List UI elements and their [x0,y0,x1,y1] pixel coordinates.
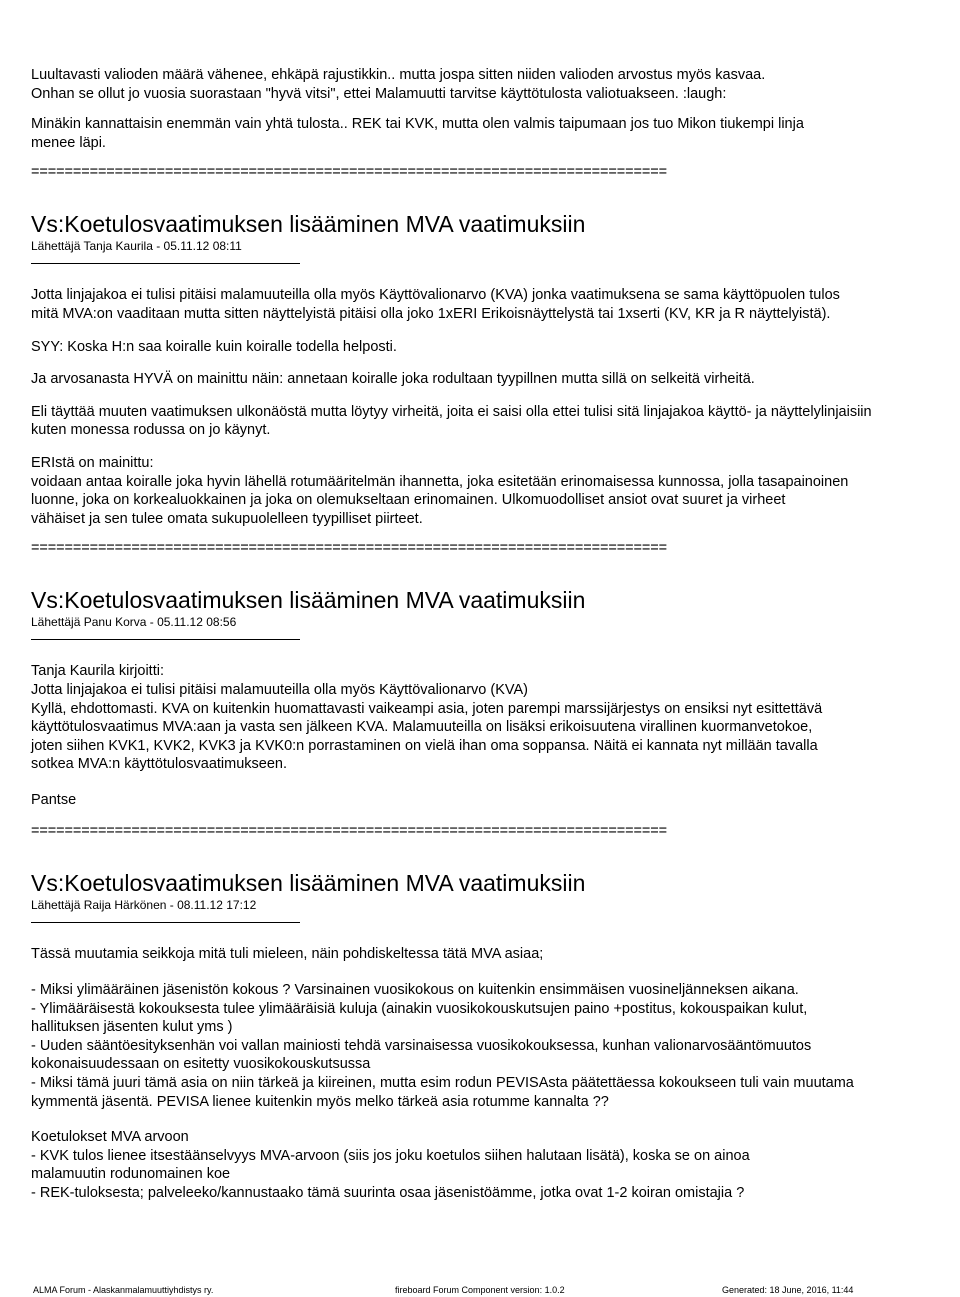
text-line: kuten monessa rodussa on jo käynyt. [31,422,271,439]
post-title: Vs:Koetulosvaatimuksen lisääminen MVA vaatimuksiin [31,211,586,238]
text-line: mitä MVA:on vaaditaan mutta sitten näyttelyistä pitäisi olla joko 1xERI Erikoisnäyttelystä tai 1xserti (KV, KR ja R näyttelyistä). [31,305,831,322]
footer-generated-date: Generated: 18 June, 2016, 11:44 [722,1285,854,1295]
post-meta: Lähettäjä Panu Korva - 05.11.12 08:56 [31,615,237,630]
post-divider [31,263,300,264]
post-divider [31,922,300,923]
forum-post [31,587,960,809]
text-line: luonne, joka on korkealuokkainen ja joka on olemukseltaan erinomainen. Ulkomuodolliset ansiot ovat suuret ja virheet [31,492,786,509]
text-line: - KVK tulos lienee itsestäänselvyys MVA-arvoon (siis jos joku koetulos siihen halutaan lisätä), koska se on ainoa [31,1147,750,1164]
text-line: kymmentä jäsentä. PEVISA lienee kuitenkin myös melko tärkeä asia rotumme kannalta ?? [31,1093,609,1110]
text-line: vähäiset ja sen tulee omata sukupuolelleen tyypilliset piirteet. [31,510,423,527]
post-separator: ============================================================================ [31,823,667,840]
post-meta: Lähettäjä Raija Härkönen - 08.11.12 17:12 [31,898,257,913]
text-line: Koetulokset MVA arvoon [31,1129,189,1146]
text-line: Ja arvosanasta HYVÄ on mainittu näin: annetaan koiralle joka rodultaan tyypillnen mutta sillä on selkeitä virheitä. [31,371,755,388]
text-line: Jotta linjajakoa ei tulisi pitäisi malamuuteilla olla myös Käyttövalionarvo (KVA) jonka vaatimuksena se sama käyttöpuolen tulos [31,287,840,304]
post-separator: ============================================================================ [31,540,667,557]
text-line: voidaan antaa koiralle joka hyvin lähellä rotumääritelmän ihannetta, joka esitetään erinomaisessa kunnossa, jolla tasapainoinen [31,473,849,490]
text-line: Tässä muutamia seikkoja mitä tuli mieleen, näin pohdiskeltessa tätä MVA asiaa; [31,946,544,963]
text-line: - Miksi tämä juuri tämä asia on niin tärkeä ja kiireinen, mutta esim rodun PEVISAsta päätettäessa kokoukseen tuli vain muutama [31,1075,854,1092]
text-line: malamuutin rodunomainen koe [31,1166,231,1183]
text-line: - Miksi ylimääräinen jäsenistön kokous ? Varsinainen vuosikokous on kuitenkin ensimmäisen vuosineljänneksen aikana. [31,982,799,999]
text-line: käyttötulosvaatimus MVA:aan ja vasta sen jälkeen KVA. Malamuuteilla on lisäksi erikoisuutena virallinen kuormanvetokoe, [31,719,813,736]
forum-post [31,870,960,1202]
post-title: Vs:Koetulosvaatimuksen lisääminen MVA vaatimuksiin [31,870,586,897]
text-line: Eli täyttää muuten vaatimuksen ulkonäöstä mutta löytyy virheitä, joita ei saisi olla ettei tulisi sitä linjajakoa käyttö- ja näyttelylinjaisiin [31,403,872,420]
text-line: Minäkin kannattaisin enemmän vain yhtä tulosta.. REK tai KVK, mutta olen valmis taipumaan jos tuo Mikon tiukempi linja [31,116,804,133]
post-separator: ============================================================================ [31,164,667,181]
text-line: Onhan se ollut jo vuosia suorastaan "hyvä vitsi", ettei Malamuutti tarvitse käyttötulosta valiotuakseen. :laugh: [31,85,727,102]
text-line: - Ylimääräisestä kokouksesta tulee ylimääräisiä kuluja (ainakin vuosikokouskutsujen paino +postitus, kokouspaikan kulut, [31,1000,808,1017]
text-line: ERIstä on mainittu: [31,454,154,471]
page-footer [0,1285,960,1297]
post-title: Vs:Koetulosvaatimuksen lisääminen MVA vaatimuksiin [31,587,586,614]
post-divider [31,639,300,640]
quote-text: Jotta linjajakoa ei tulisi pitäisi malamuuteilla olla myös Käyttövalionarvo (KVA) [31,681,528,698]
text-line: SYY: Koska H:n saa koiralle kuin koiralle todella helposti. [31,338,397,355]
text-line: - Uuden sääntöesityksenhän voi vallan mainiosti tehdä varsinaisessa vuosikokouksessa, kunhan valionarvosääntömuutos [31,1037,812,1054]
footer-site-name: ALMA Forum - Alaskanmalamuuttiyhdistys ry. [33,1285,214,1295]
footer-component-version: fireboard Forum Component version: 1.0.2 [395,1285,565,1295]
text-line: hallituksen jäsenten kulut yms ) [31,1019,233,1036]
text-line: Kyllä, ehdottomasti. KVA on kuitenkin huomattavasti vaikeampi asia, joten parempi marssijärjestys on ensiksi nyt esittettävä [31,700,823,717]
quote-author: Tanja Kaurila kirjoitti: [31,663,164,680]
signature: Pantse [31,791,77,808]
post-meta: Lähettäjä Tanja Kaurila - 05.11.12 08:11 [31,239,242,254]
intro-post-text [31,66,960,152]
text-line: kokonaisuudessaan on esitetty vuosikokouskutsussa [31,1056,371,1073]
text-line: menee läpi. [31,134,106,151]
text-line: Luultavasti valioden määrä vähenee, ehkäpä rajustikkin.. mutta jospa sitten niiden valioden arvostus myös kasvaa. [31,67,766,83]
text-line: joten siihen KVK1, KVK2, KVK3 ja KVK0:n porrastaminen on vielä ihan oma soppansa. Näitä ei kannata nyt millään tavalla [31,737,818,754]
text-line: sotkea MVA:n käyttötulosvaatimukseen. [31,756,288,773]
forum-post [31,211,960,528]
document-body [31,66,960,1203]
text-line: - REK-tuloksesta; palveleeko/kannustaako tämä suurinta osaa jäsenistöämme, jotka ovat 1-2 koiran omistajia ? [31,1185,745,1201]
